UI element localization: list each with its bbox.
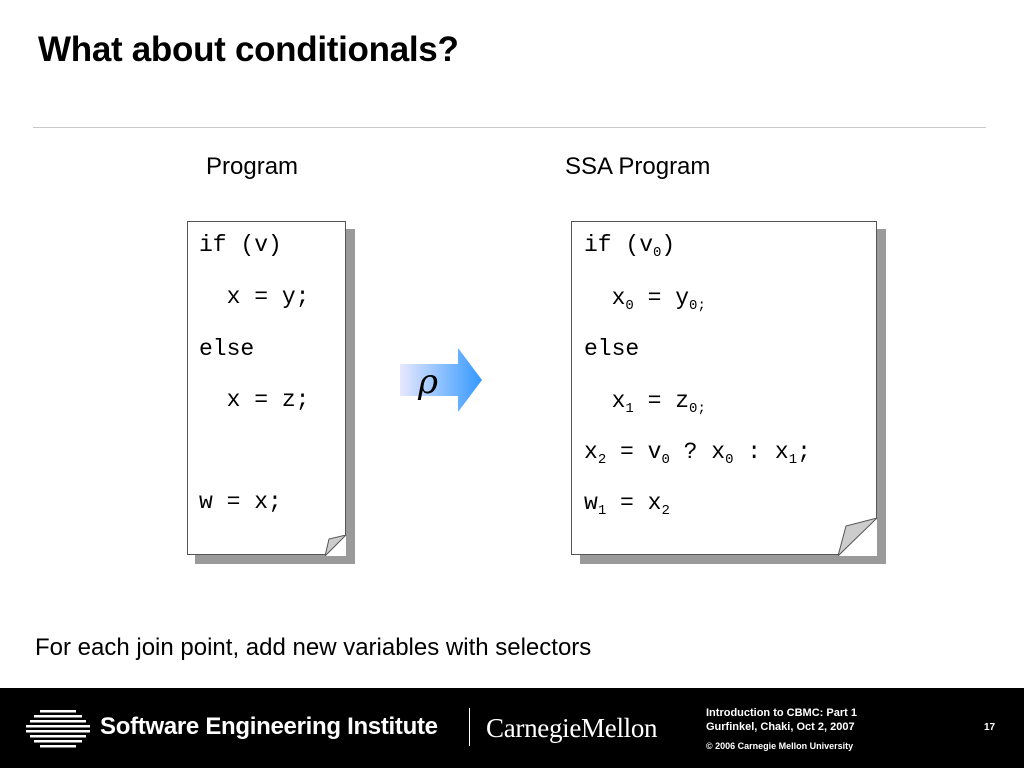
footer-bar: [0, 688, 1024, 768]
ssa-program-label: SSA Program: [565, 153, 711, 180]
program-label: Program: [206, 153, 299, 180]
code-line: else: [199, 336, 255, 362]
ssa-code-line: $x_1 = z_{0;}$: [584, 388, 706, 417]
ssa-code-line: $x_0 = y_{0;}$: [584, 285, 706, 314]
cmu-wordmark: CarnegieMellon: [486, 713, 658, 743]
rho-symbol: ρ: [418, 362, 438, 402]
code-line: x = y;: [199, 284, 310, 310]
title-divider: [33, 127, 986, 128]
course-title: Introduction to CBMC: Part 1: [706, 707, 857, 719]
footer-divider: [469, 708, 470, 746]
transform-arrow-icon: [400, 348, 484, 414]
authors-date: Gurfinkel, Chaki, Oct 2, 2007: [706, 721, 855, 733]
summary-text: For each join point, add new variables with selectors: [35, 634, 592, 661]
page-number: 17: [984, 722, 996, 733]
code-line: if (v): [199, 232, 282, 258]
slide-title: What about conditionals?: [38, 30, 459, 69]
copyright: © 2006 Carnegie Mellon University: [706, 741, 854, 751]
ssa-code-line: $x_2 = v_0$ ? $x_0$ : $x_1$;: [584, 439, 811, 468]
ssa-code-line: $w_1 = x_2$: [584, 490, 670, 519]
ssa-code-line: else: [584, 336, 640, 362]
page-fold-icon: [325, 535, 347, 556]
page-fold-icon: [838, 518, 878, 556]
footer-info: [706, 706, 857, 753]
sei-name: Software Engineering Institute: [100, 713, 438, 740]
code-line: x = z;: [199, 387, 310, 413]
code-line: w = x;: [199, 489, 282, 515]
ssa-code-line: if $(v_0)$: [584, 232, 676, 261]
sei-logo-icon: [26, 708, 90, 748]
